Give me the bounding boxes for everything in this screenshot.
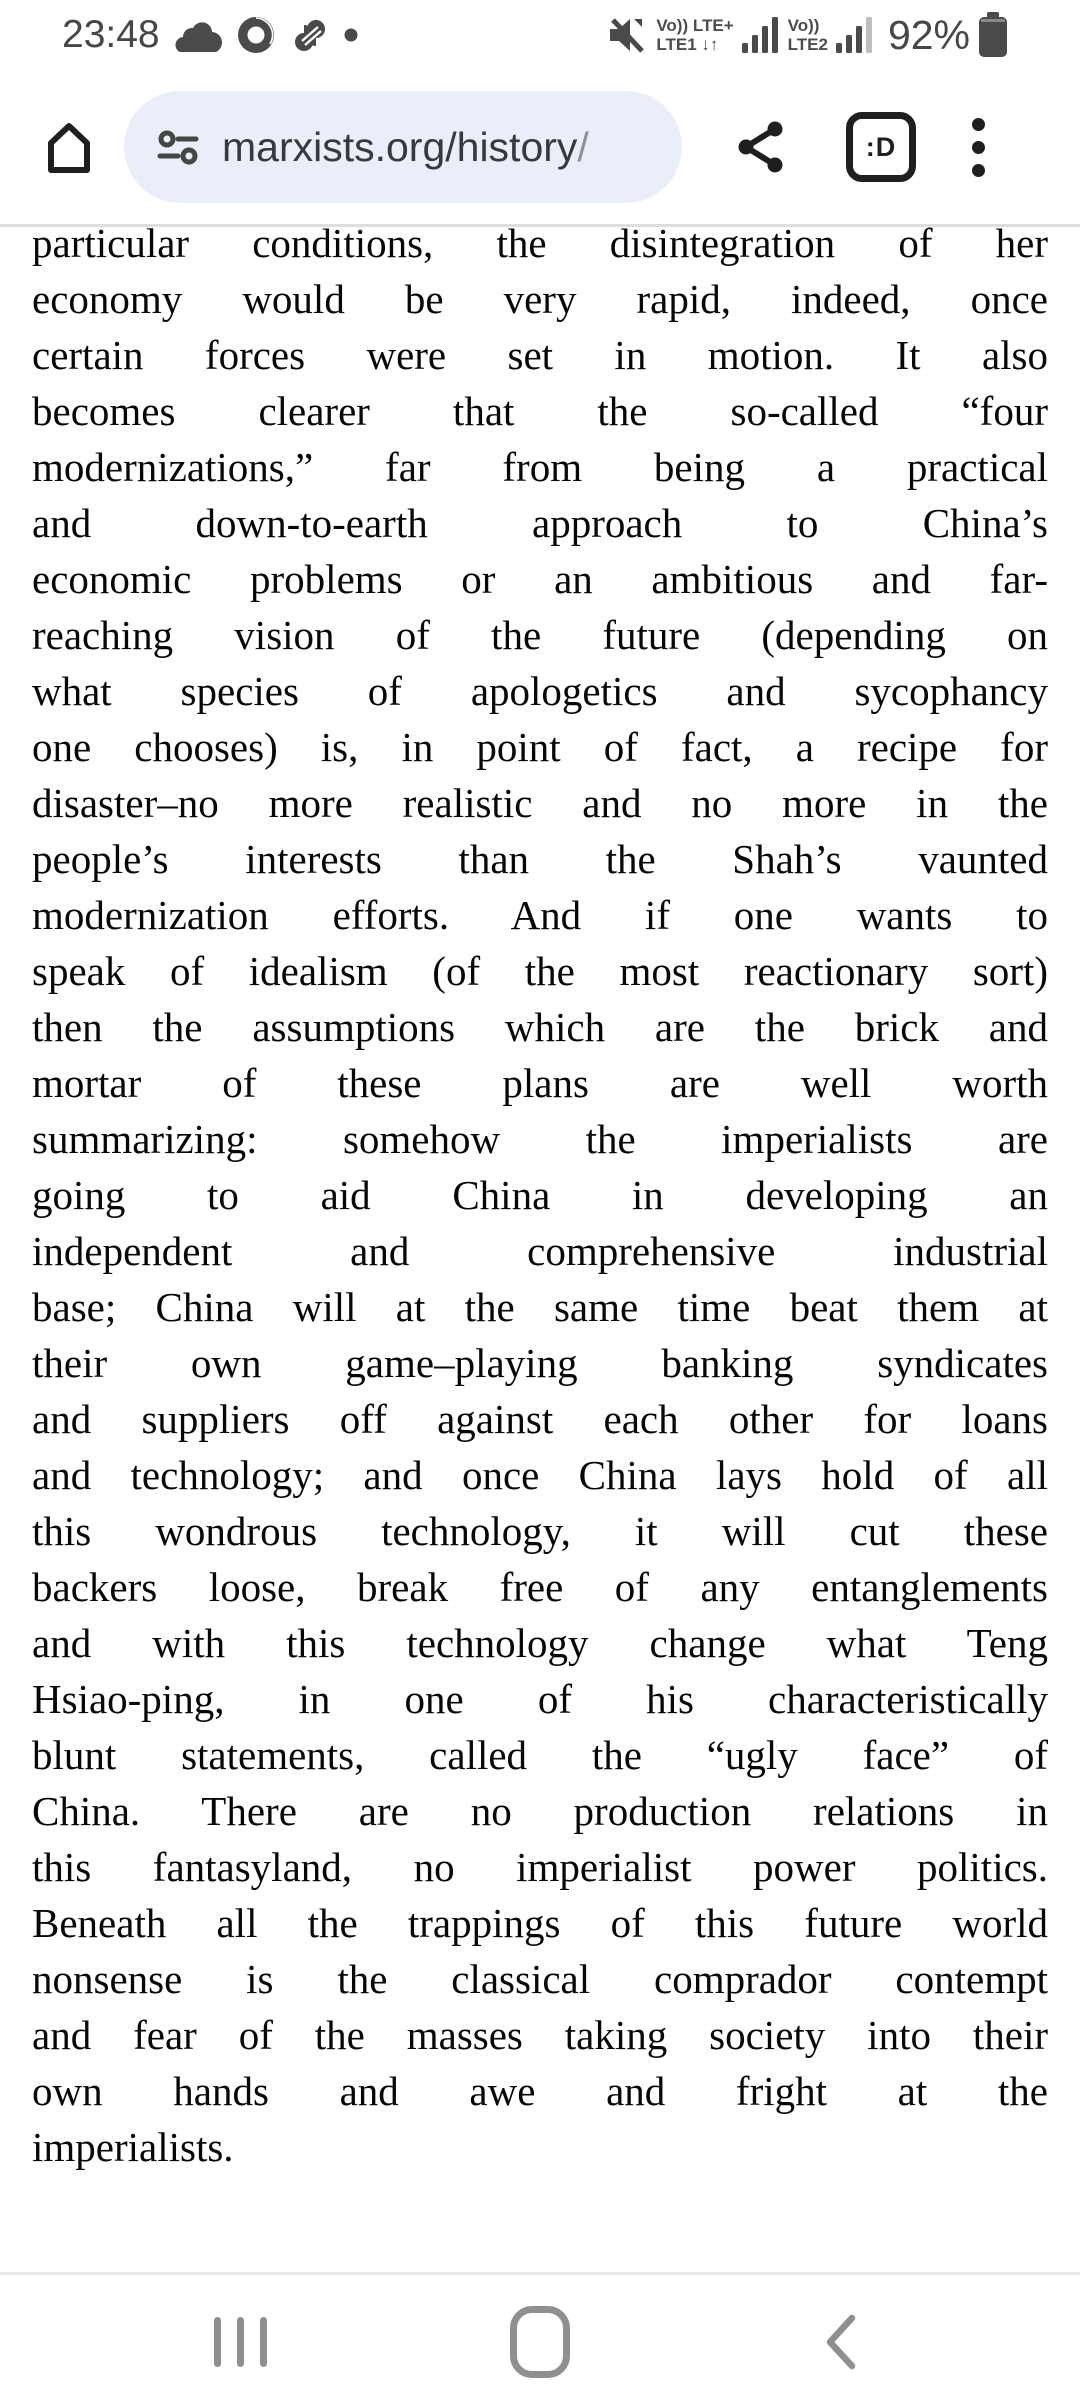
text-line: their own game–playing banking syndicates (32, 1340, 1048, 1386)
tab-count-label: :D (865, 131, 897, 162)
text-line: and technology; and once China lays hold of all (32, 1452, 1048, 1498)
url-domain-path: marxists.org/history (222, 123, 578, 170)
sim1-bottom-label: LTE1 ↓↑ (656, 35, 719, 54)
status-bar (0, 0, 1080, 70)
home-button[interactable] (38, 116, 100, 178)
sim2-top-label: Vo)) (787, 16, 820, 35)
url-trailing-slash: / (577, 123, 589, 170)
text-line: and down-to-earth approach to China’s (32, 500, 1048, 546)
back-chevron-icon (822, 2311, 858, 2373)
text-line: nonsense is the classical comprador contempt (32, 1956, 1048, 2002)
status-bar-left (0, 13, 358, 57)
text-line: imperialists. (32, 2124, 234, 2170)
cloud-notification-icon (174, 18, 222, 52)
browser-toolbar (0, 70, 1080, 224)
battery-icon (978, 12, 1008, 58)
text-line: economy would be very rapid, indeed, once (32, 276, 1048, 322)
recents-button[interactable] (205, 2317, 275, 2367)
home-squircle-icon (510, 2306, 570, 2378)
text-line: China. There are no production relations in (32, 1788, 1048, 1834)
battery-percent-label: 92% (887, 11, 970, 58)
text-line: and fear of the masses taking society into their (32, 2012, 1048, 2058)
text-line: modernization efforts. And if one wants to (32, 892, 1048, 938)
url-bar[interactable] (124, 91, 682, 203)
menu-dot (972, 164, 985, 177)
url-text[interactable] (222, 124, 589, 171)
system-nav-bar (0, 2275, 1080, 2408)
text-line: particular conditions, the disintegration of her (32, 227, 1048, 266)
share-button[interactable] (734, 120, 788, 174)
status-time: 23:48 (62, 13, 160, 56)
tab-switcher-button[interactable] (846, 112, 916, 182)
text-line: speak of idealism (of the most reactionary sort) (32, 948, 1048, 994)
more-notifications-dot-icon (344, 28, 358, 42)
text-line: Hsiao-ping, in one of his characteristically (32, 1676, 1048, 1722)
text-line: and with this technology change what Teng (32, 1620, 1048, 1666)
text-line: this fantasyland, no imperialist power politics. (32, 1844, 1048, 1890)
page-content[interactable] (0, 227, 1080, 2272)
text-line: summarizing: somehow the imperialists are (32, 1116, 1048, 1162)
text-line: and suppliers off against each other for loans (32, 1396, 1048, 1442)
back-button[interactable] (805, 2311, 875, 2373)
text-line: independent and comprehensive industrial (32, 1228, 1048, 1274)
menu-dot (972, 118, 985, 131)
text-line: blunt statements, called the “ugly face” of (32, 1732, 1048, 1778)
text-line: modernizations,” far from being a practical (32, 444, 1048, 490)
text-line: base; China will at the same time beat them at (32, 1284, 1048, 1330)
text-line: certain forces were set in motion. It also (32, 332, 1048, 378)
text-line: this wondrous technology, it will cut these (32, 1508, 1048, 1554)
text-line: becomes clearer that the so-called “four (32, 388, 1048, 434)
text-line: what species of apologetics and sycophancy (32, 668, 1048, 714)
menu-dot (972, 141, 985, 154)
ring-notification-icon (236, 15, 276, 55)
text-line: reaching vision of the future (depending on (32, 612, 1048, 658)
text-line: mortar of these plans are well worth (32, 1060, 1048, 1106)
site-settings-tune-icon[interactable] (154, 123, 202, 171)
text-line: backers loose, break free of any entanglements (32, 1564, 1048, 1610)
home-nav-button[interactable] (505, 2306, 575, 2378)
text-line: own hands and awe and fright at the (32, 2068, 1048, 2114)
text-line: one chooses) is, in point of fact, a recipe for (32, 724, 1048, 770)
text-line: Beneath all the trappings of this future world (32, 1900, 1048, 1946)
sim1-top-label: Vo)) LTE+ (656, 16, 734, 35)
article-paragraph (32, 227, 1048, 2175)
signal-bars-sim1-icon (742, 13, 780, 57)
overlap-notification-icon (290, 15, 330, 55)
sim2-bottom-label: LTE2 (787, 35, 828, 54)
text-line: people’s interests than the Shah’s vaunted (32, 836, 1048, 882)
sim2-volte-indicator (788, 16, 828, 54)
text-line: then the assumptions which are the brick and (32, 1004, 1048, 1050)
text-line: disaster–no more realistic and no more in the (32, 780, 1048, 826)
mute-icon (604, 13, 648, 57)
text-line: economic problems or an ambitious and far- (32, 556, 1048, 602)
recents-icon (214, 2317, 267, 2367)
status-bar-right (604, 12, 1080, 59)
signal-bars-sim2-icon (836, 13, 874, 57)
overflow-menu-button[interactable] (972, 118, 985, 177)
text-line: going to aid China in developing an (32, 1172, 1048, 1218)
sim1-volte-indicator (656, 16, 733, 54)
